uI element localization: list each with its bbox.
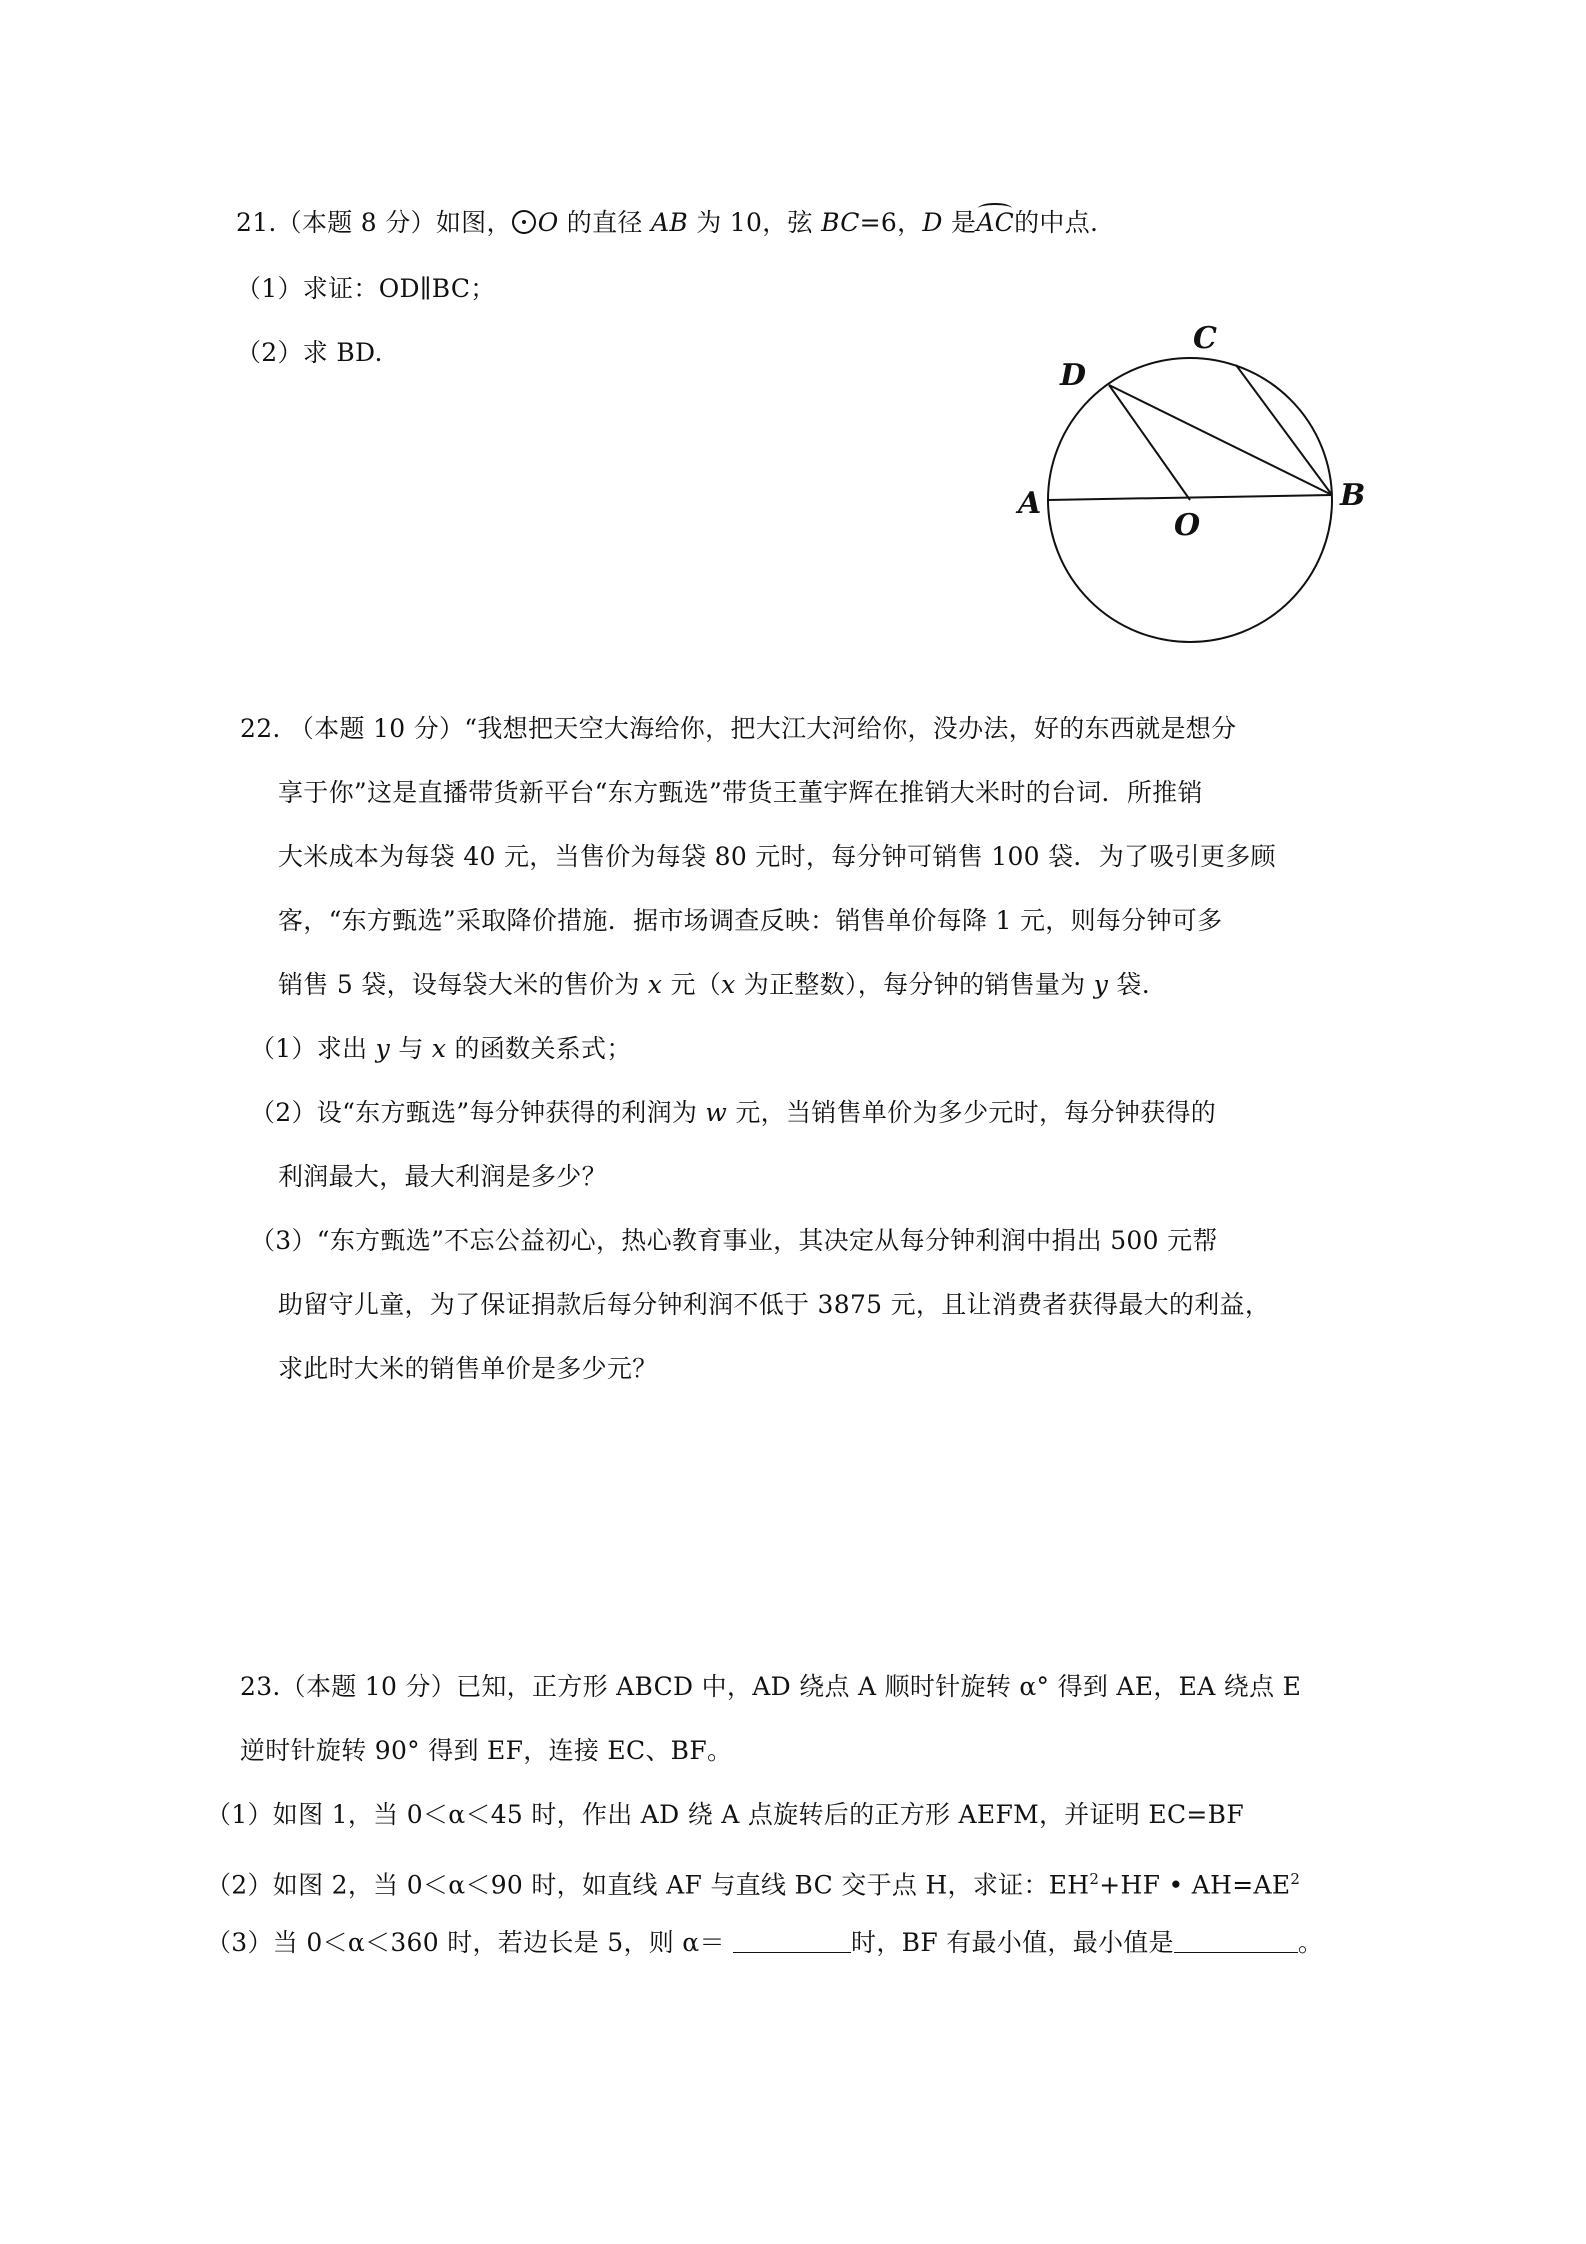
q23-part3-c: 。 (1297, 1928, 1324, 1957)
q22-line5-a: 销售 5 袋，设每袋大米的售价为 (278, 970, 648, 999)
q22-line5-d: 袋. (1108, 970, 1150, 999)
q22-line5 (278, 968, 1150, 1002)
q21-stem-text-i: 是 (942, 208, 977, 237)
q22-part2-line2: 利润最大，最大利润是多少？ (278, 1162, 607, 1191)
label-b: B (1340, 478, 1366, 513)
q22-part1-y: y (375, 1034, 391, 1063)
q23-part2-b: +HF • AH=AE (1099, 1870, 1291, 1900)
q22-part2 (250, 1096, 1216, 1130)
q23-line2: 逆时针旋转 90° 得到 EF，连接 EC、BF。 (240, 1736, 733, 1765)
q22-part1-c: 的函数关系式； (446, 1034, 632, 1063)
label-d: D (1060, 358, 1087, 393)
q22-part1-x: x (431, 1034, 447, 1063)
q22-part3-line2: 助留守儿童，为了保证捐款后每分钟利润不低于 3875 元，且让消费者获得最大的利益， (278, 1290, 1271, 1319)
q22-line3: 大米成本为每袋 40 元，当售价为每袋 80 元时，每分钟可销售 100 袋．为了吸引更多顾 (278, 842, 1276, 871)
q22-part3-line1: （3）“东方甄选”不忘公益初心，热心教育事业，其决定从每分钟利润中捐出 500 元帮 (250, 1226, 1218, 1255)
q22-line1: 22. （本题 10 分）“我想把天空大海给你，把大江大河给你，没办法，好的东西就是想分 (240, 714, 1237, 743)
circle-dot-symbol (512, 210, 536, 234)
chord-db (1109, 385, 1332, 495)
q21-stem (236, 206, 1098, 240)
segment-od (1109, 385, 1190, 500)
q23-part1: （1）如图 1，当 0＜α＜45 时，作出 AD 绕 A 点旋转后的正方形 AEFM，并证明 EC=BF (206, 1800, 1244, 1829)
q21-circle-o: O (537, 208, 559, 237)
q23-part3 (206, 1926, 1323, 1960)
q23-answer-blank-min[interactable] (1174, 1928, 1298, 1953)
q21-stem-text-a: 21.（本题 8 分）如图， (236, 208, 512, 237)
q21-ab: AB (650, 208, 688, 237)
q22-line5-c: 为正整数），每分钟的销售量为 (735, 970, 1094, 999)
q23-part3-a: （3）当 0＜α＜360 时，若边长是 5，则 α＝ (206, 1928, 734, 1957)
q23-line1: 23.（本题 10 分）已知，正方形 ABCD 中，AD 绕点 A 顺时针旋转 α° 得到 AE，EA 绕点 E (240, 1672, 1302, 1701)
q23-part2-sup1: 2 (1089, 1870, 1100, 1888)
q23-part3-b: 时，BF 有最小值，最小值是 (851, 1928, 1174, 1957)
q21-d: D (922, 208, 943, 237)
label-c: C (1193, 321, 1217, 356)
q21-part1: （1）求证：OD∥BC； (236, 274, 496, 303)
q21-part2: （2）求 BD. (236, 338, 383, 367)
q21-arc-ac: AC (976, 206, 1014, 240)
q22-part1-a: （1）求出 (250, 1034, 376, 1063)
chord-bc (1236, 365, 1332, 495)
label-a: A (1018, 486, 1042, 521)
q22-line5-b: 元（ (662, 970, 722, 999)
q23-part2-sup2: 2 (1290, 1870, 1301, 1888)
q22-part1 (250, 1032, 632, 1066)
q22-line5-x2: x (721, 970, 736, 999)
q21-stem-text-e: 为 10，弦 (688, 208, 822, 237)
q21-bc: BC (821, 208, 860, 237)
label-o: O (1174, 508, 1201, 543)
q22-line2: 享于你”这是直播带货新平台“东方甄选”带货王董宇辉在推销大米时的台词．所推销 (278, 778, 1203, 807)
q22-part2-b: 元，当销售单价为多少元时，每分钟获得的 (727, 1098, 1217, 1127)
q22-part2-a: （2）设“东方甄选”每分钟获得的利润为 (250, 1098, 706, 1127)
q23-part2 (206, 1862, 1300, 1902)
q22-part2-w: w (705, 1098, 728, 1127)
q22-line4: 客，“东方甄选”采取降价措施．据市场调查反映：销售单价每降 1 元，则每分钟可多 (278, 906, 1223, 935)
q23-answer-blank-alpha[interactable] (733, 1928, 851, 1953)
q22-line5-y: y (1093, 970, 1109, 999)
q22-part1-b: 与 (390, 1034, 432, 1063)
q21-stem-text-g: =6， (859, 208, 923, 237)
q21-stem-text-c: 的直径 (558, 208, 651, 237)
q22-part3-line3: 求此时大米的销售单价是多少元？ (278, 1354, 658, 1383)
q22-line5-x1: x (647, 970, 663, 999)
q21-stem-text-j: 的中点. (1014, 208, 1099, 237)
circle-figure (1010, 310, 1390, 650)
q23-part2-a: （2）如图 2，当 0＜α＜90 时，如直线 AF 与直线 BC 交于点 H，求证：EH (206, 1870, 1090, 1900)
